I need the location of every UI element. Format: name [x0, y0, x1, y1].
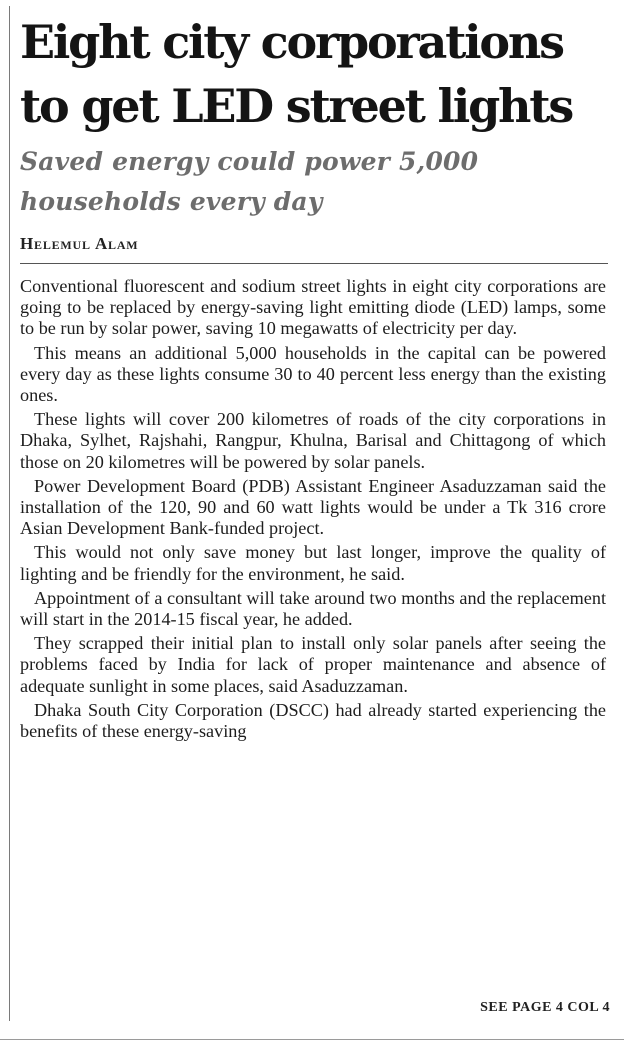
headline-line-2: to get LED street lights: [20, 79, 573, 133]
headline-line-1: Eight city corporations: [20, 15, 563, 69]
paragraph-1: Conventional fluorescent and sodium street lights in eight city corporations are going to be replaced by energy-saving light emitting diode (LED) lamps, some to be run by solar power, saving 10 megawatts of electricity per day.: [20, 276, 606, 339]
news-article: [20, 10, 610, 745]
paragraph-6: Appointment of a consultant will take around two months and the replacement will start in the 2014-15 fiscal year, he added.: [20, 587, 606, 630]
article-body: [20, 276, 606, 742]
subheadline-line-1: Saved energy could power 5,000: [20, 147, 479, 176]
byline: Helemul Alam: [20, 234, 139, 253]
page-bottom-rule: [0, 1039, 624, 1040]
column-left-rule: [9, 6, 10, 1021]
paragraph-2: This means an additional 5,000 households in the capital can be powered every day as these lights consume 30 to 40 percent less energy than the existing ones.: [20, 342, 606, 406]
paragraph-3: These lights will cover 200 kilometres of roads of the city corporations in Dhaka, Sylhet, Rajshahi, Rangpur, Khulna, Barisal and Chittagong of which those on 20 kilometres will be powered by solar panels.: [20, 409, 606, 472]
paragraph-5: This would not only save money but last longer, improve the quality of lighting and be friendly for the environment, he said.: [20, 542, 606, 584]
subheadline-line-2: households every day: [20, 187, 323, 216]
paragraph-8: Dhaka South City Corporation (DSCC) had already started experiencing the benefits of these energy-saving: [20, 699, 606, 742]
paragraph-7: They scrapped their initial plan to install only solar panels after seeing the problems faced by India for lack of proper maintenance and absence of adequate sunlight in some places, said Asaduzzaman.: [20, 633, 606, 696]
continuation-jump-line: SEE PAGE 4 COL 4: [480, 1000, 610, 1015]
headline: [20, 10, 610, 138]
paragraph-4: Power Development Board (PDB) Assistant Engineer Asaduzzaman said the installation of the 120, 90 and 60 watt lights would be under a Tk 316 crore Asian Development Bank-funded project.: [20, 475, 606, 539]
subheadline: [20, 142, 610, 222]
byline-divider: [20, 263, 608, 264]
